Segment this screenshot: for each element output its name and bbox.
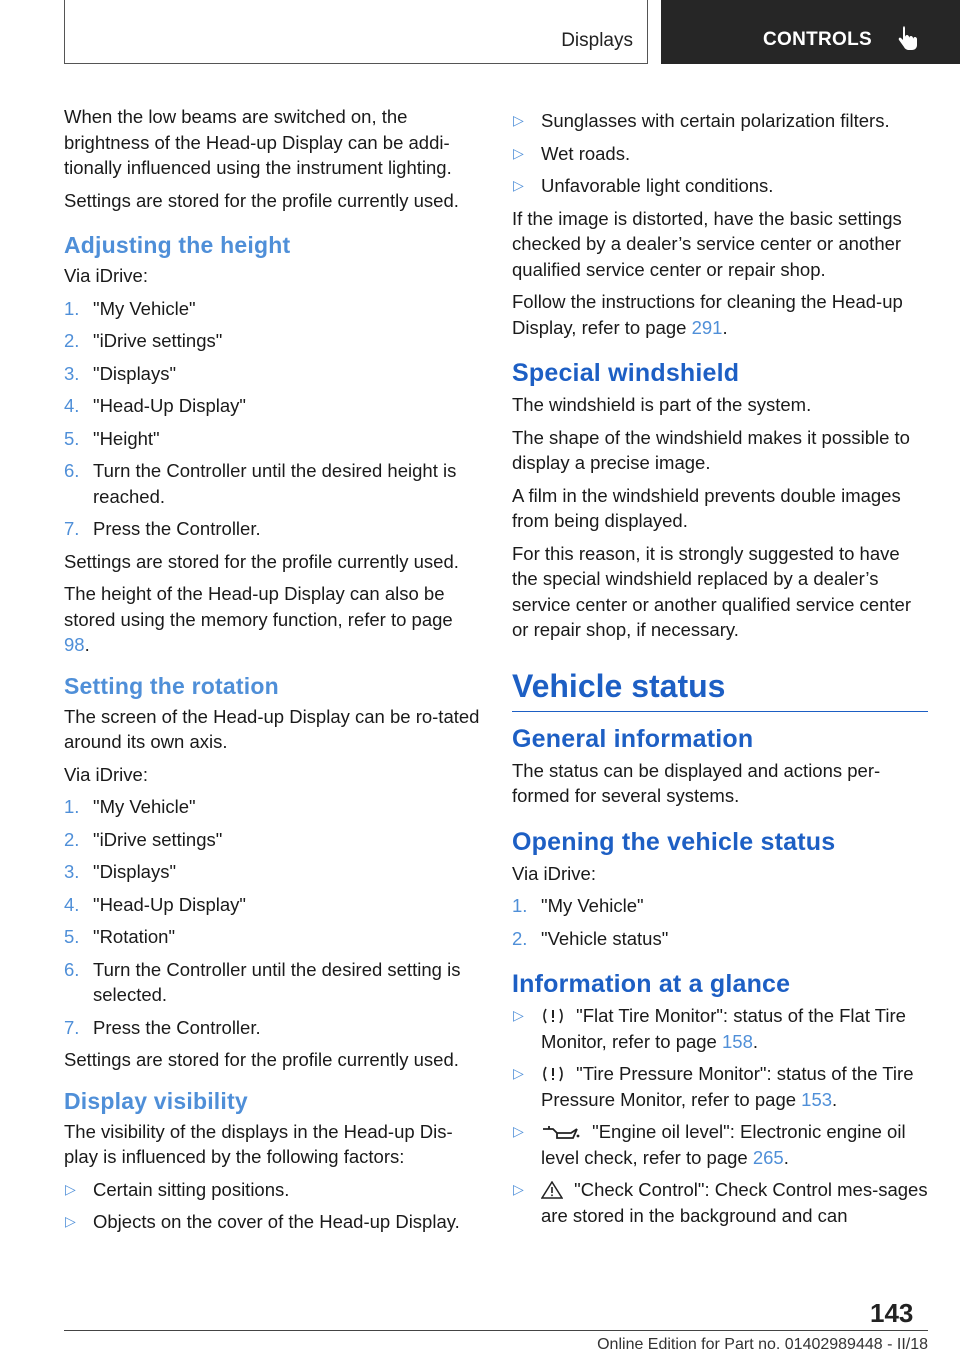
paragraph: The height of the Head-up Display can also be stored using the memory function, refer to page 98. xyxy=(64,583,453,655)
list-item: ▷ Certain sitting positions. xyxy=(64,1177,480,1203)
page-link[interactable]: 98 xyxy=(64,634,85,655)
page-link[interactable]: 291 xyxy=(691,316,723,338)
list-item: 1. "My Vehicle" xyxy=(64,796,196,817)
list-item: 1. "My Vehicle" xyxy=(64,297,196,319)
list-item: ▷ Objects on the cover of the Head-up Display. xyxy=(64,1209,480,1235)
list-item: ▷ "Check Control": Check Control mes-sages are stored in the background and can xyxy=(513,1179,928,1226)
visibility-factors-continued xyxy=(512,108,928,199)
bullet-triangle-icon: ▷ xyxy=(513,1007,524,1023)
bullet-triangle-icon: ▷ xyxy=(513,144,524,161)
list-item: ▷ Sunglasses with certain polarization filters. xyxy=(512,108,928,134)
bullet-triangle-icon: ▷ xyxy=(65,1180,76,1197)
steps-height xyxy=(64,296,480,542)
steps-rotation xyxy=(64,794,480,1040)
paragraph: Via iDrive: xyxy=(512,862,596,884)
list-item: 6. Turn the Controller until the desired setting is selected. xyxy=(64,958,461,1005)
paragraph: A film in the windshield prevents double images from being displayed. xyxy=(512,484,901,531)
steps-vehicle-status xyxy=(512,893,928,951)
footer-edition: Online Edition for Part no. 01402989448 - II/18 xyxy=(597,1336,928,1353)
header-chapter-box xyxy=(661,0,960,64)
list-item: 4. "Head-Up Display" xyxy=(64,395,246,416)
left-column xyxy=(64,104,480,1242)
glance-list xyxy=(512,1003,928,1228)
list-item: 2. "iDrive settings" xyxy=(64,828,223,850)
page-number: 143 xyxy=(870,1298,914,1328)
paragraph: The screen of the Head-up Display can be ro-tated around its own axis. xyxy=(64,705,480,752)
bullet-triangle-icon: ▷ xyxy=(513,1123,524,1139)
list-item: ▷ "Engine oil level": Electronic engine oil level check, refer to page 265. xyxy=(513,1121,906,1168)
bullet-triangle-icon: ▷ xyxy=(513,1181,524,1197)
list-item: ▷ Unfavorable light conditions. xyxy=(512,173,928,199)
warning-triangle-icon xyxy=(541,1181,563,1199)
tire-warning-icon xyxy=(541,1007,565,1025)
header-section-title: Displays xyxy=(561,30,633,51)
heading-information-at-a-glance: Information at a glance xyxy=(512,970,791,998)
heading-opening-vehicle-status: Opening the vehicle status xyxy=(512,827,836,856)
list-item: 2. "iDrive settings" xyxy=(64,330,223,351)
heading-vehicle-status: Vehicle status xyxy=(512,667,928,712)
paragraph: Follow the instructions for cleaning the Head-up Display, refer to page 291. xyxy=(512,291,903,338)
heading-display-visibility: Display visibility xyxy=(64,1087,248,1114)
list-item: ▷ "Tire Pressure Monitor": status of the Tire Pressure Monitor, refer to page 153. xyxy=(513,1063,914,1110)
list-item: 5. "Height" xyxy=(64,427,160,449)
heading-setting-rotation: Setting the rotation xyxy=(64,672,279,699)
list-item: ▷ "Flat Tire Monitor": status of the Flat Tire Monitor, refer to page 158. xyxy=(513,1005,906,1052)
visibility-factors xyxy=(64,1177,480,1235)
heading-general-information: General information xyxy=(512,724,754,753)
bullet-triangle-icon: ▷ xyxy=(513,112,524,128)
paragraph: Settings are stored for the profile currently used. xyxy=(64,550,459,572)
paragraph: Via iDrive: xyxy=(64,763,148,785)
header-section-box xyxy=(64,0,648,64)
list-item: 5. "Rotation" xyxy=(64,926,176,947)
bullet-triangle-icon: ▷ xyxy=(513,177,524,193)
heading-special-windshield: Special windshield xyxy=(512,359,740,387)
list-item: 1. "My Vehicle" xyxy=(512,895,644,916)
paragraph: The windshield is part of the system. xyxy=(512,394,812,415)
bullet-triangle-icon: ▷ xyxy=(513,1065,524,1081)
page-link[interactable]: 158 xyxy=(722,1030,753,1052)
paragraph: The status can be displayed and actions per-formed for several systems. xyxy=(512,759,881,806)
paragraph: Via iDrive: xyxy=(64,265,148,286)
paragraph: When the low beams are switched on, the brightness of the Head-up Display can be addi-tionally influenced using the instrument lighting. xyxy=(64,106,452,178)
page-link[interactable]: 153 xyxy=(801,1088,833,1110)
bullet-triangle-icon: ▷ xyxy=(65,1213,76,1229)
header-chapter-title: CONTROLS xyxy=(763,29,873,50)
list-item: 3. "Displays" xyxy=(64,362,177,384)
oil-can-icon xyxy=(541,1123,581,1141)
paragraph: Settings are stored for the profile currently used. xyxy=(64,1049,459,1070)
right-column xyxy=(512,104,928,1235)
paragraph: For this reason, it is strongly suggested to have the special windshield replaced by a dealer’s service center or another qualified service center or repair shop, if necessary. xyxy=(512,542,911,640)
list-item: 7. Press the Controller. xyxy=(64,1016,261,1038)
paragraph: The visibility of the displays in the Head-up Dis-play is influenced by the following factors: xyxy=(64,1120,453,1167)
paragraph: Settings are stored for the profile currently used. xyxy=(64,189,459,211)
paragraph: If the image is distorted, have the basic settings checked by a dealer’s service center or another qualified service center or repair shop. xyxy=(512,207,902,280)
hand-pointer-icon xyxy=(897,26,919,52)
list-item: 6. Turn the Controller until the desired height is reached. xyxy=(64,460,457,507)
paragraph: The shape of the windshield makes it possible to display a precise image. xyxy=(512,426,910,473)
page-link[interactable]: 265 xyxy=(752,1146,784,1168)
heading-adjusting-height: Adjusting the height xyxy=(64,232,291,258)
list-item: ▷ Wet roads. xyxy=(512,141,928,167)
list-item: 4. "Head-Up Display" xyxy=(64,893,246,915)
list-item: 2. "Vehicle status" xyxy=(512,927,669,949)
list-item: 3. "Displays" xyxy=(64,861,177,882)
tire-warning-icon xyxy=(541,1065,565,1083)
list-item: 7. Press the Controller. xyxy=(64,518,261,539)
footer-divider xyxy=(64,1330,928,1331)
